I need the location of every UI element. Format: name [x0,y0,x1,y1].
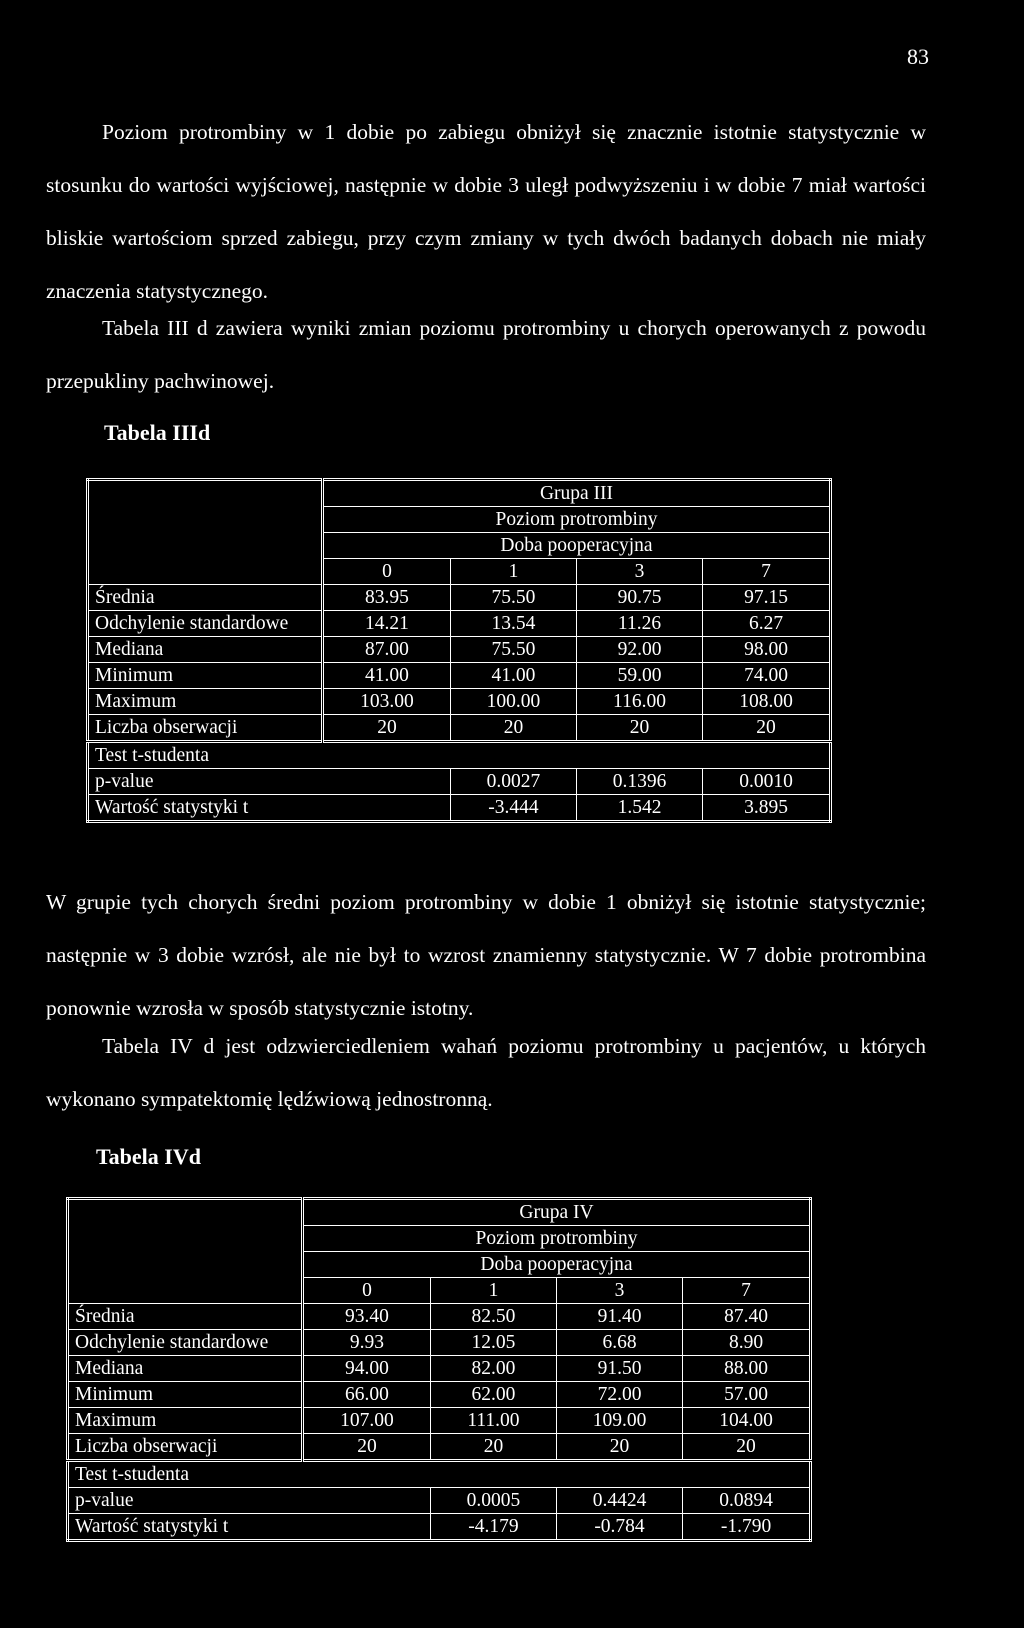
cell: 111.00 [430,1408,556,1434]
cell: 82.00 [430,1356,556,1382]
table-row [68,1304,811,1330]
cell: 59.00 [576,663,702,689]
cell: 11.26 [576,611,702,637]
cell: 98.00 [703,637,831,663]
day-header: 3 [576,559,702,585]
day-header: 0 [303,1278,431,1304]
cell: 20 [430,1434,556,1461]
cell: 41.00 [323,663,451,689]
cell: 1.542 [576,795,702,822]
test-label: Test t-studenta [88,742,831,769]
cell: 41.00 [450,663,576,689]
day-header: 3 [556,1278,682,1304]
table-corner [88,480,323,585]
table-4 [66,1197,812,1542]
cell: 104.00 [683,1408,811,1434]
row-label: Odchylenie standardowe [88,611,323,637]
cell: 92.00 [576,637,702,663]
row-label: Maximum [68,1408,303,1434]
cell: 87.00 [323,637,451,663]
day-header: 7 [703,559,831,585]
period-header: Doba pooperacyjna [303,1252,811,1278]
group-header: Grupa III [323,480,831,507]
cell: 12.05 [430,1330,556,1356]
row-label: Odchylenie standardowe [68,1330,303,1356]
cell: 88.00 [683,1356,811,1382]
cell: 87.40 [683,1304,811,1330]
paragraph-4-text: Tabela IV d jest odzwierciedleniem wahań poziomu protrombiny u pacjentów, u których wykonano sympatektomię lędźwiową jednostronną. [46,1034,926,1111]
pvalue-label: p-value [88,769,451,795]
cell: 100.00 [450,689,576,715]
table-row [88,637,831,663]
row-label: Minimum [68,1382,303,1408]
row-label: Średnia [88,585,323,611]
table-row [88,689,831,715]
row-label: Liczba obserwacji [68,1434,303,1461]
cell: -3.444 [450,795,576,822]
cell: 109.00 [556,1408,682,1434]
row-label: Minimum [88,663,323,689]
cell: 9.93 [303,1330,431,1356]
row-label: Mediana [88,637,323,663]
cell: 116.00 [576,689,702,715]
row-label: Maximum [88,689,323,715]
cell: 20 [323,715,451,742]
table-row [88,795,831,822]
cell: 0.1396 [576,769,702,795]
paragraph-3-text: W grupie tych chorych średni poziom protrombiny w dobie 1 obniżył się istotnie statystycznie; następnie w 3 dobie wzrósł, ale nie był to wzrost znamienny statystycznie. W 7 dobie protrombina ponownie wzrosła w sposób statystycznie istotny. [46,890,926,1020]
cell: 72.00 [556,1382,682,1408]
cell: 0.0010 [703,769,831,795]
cell: 94.00 [303,1356,431,1382]
paragraph-1 [46,106,926,318]
day-header: 7 [683,1278,811,1304]
table-row [88,585,831,611]
table-row [68,1434,811,1461]
cell: 75.50 [450,585,576,611]
pvalue-label: p-value [68,1488,431,1514]
cell: 97.15 [703,585,831,611]
cell: 91.40 [556,1304,682,1330]
cell: 6.27 [703,611,831,637]
table-row [88,742,831,769]
cell: 0.4424 [556,1488,682,1514]
cell: 93.40 [303,1304,431,1330]
cell: 75.50 [450,637,576,663]
paragraph-1-text: Poziom protrombiny w 1 dobie po zabiegu obniżył się znacznie istotnie statystycznie w stosunku do wartości wyjściowej, następnie w dobie 3 uległ podwyższeniu i w dobie 7 miał wartości bliskie wartościom sprzed zabiegu, przy czym zmiany w tych dwóch badanych dobach nie miały znaczenia statystycznego. [46,120,926,303]
cell: -1.790 [683,1514,811,1541]
paragraph-4 [46,1020,926,1126]
table-corner [68,1199,303,1304]
cell: 20 [683,1434,811,1461]
table-row [88,769,831,795]
measure-header: Poziom protrombiny [323,507,831,533]
cell: 20 [556,1434,682,1461]
cell: -4.179 [430,1514,556,1541]
cell: 8.90 [683,1330,811,1356]
table-row [68,1408,811,1434]
cell: 91.50 [556,1356,682,1382]
tstat-label: Wartość statystyki t [68,1514,431,1541]
row-label: Liczba obserwacji [88,715,323,742]
table-row [68,1356,811,1382]
table-row [68,1488,811,1514]
row-label: Mediana [68,1356,303,1382]
tstat-label: Wartość statystyki t [88,795,451,822]
table-row [68,1461,811,1488]
table-row [88,663,831,689]
table-row [68,1514,811,1541]
table-3 [86,478,832,823]
table-row [88,611,831,637]
day-header: 1 [450,559,576,585]
table-row [68,1382,811,1408]
cell: 13.54 [450,611,576,637]
cell: 20 [450,715,576,742]
cell: 20 [576,715,702,742]
cell: 83.95 [323,585,451,611]
page-number: 83 [907,44,929,69]
cell: 66.00 [303,1382,431,1408]
table-row [88,715,831,742]
cell: 62.00 [430,1382,556,1408]
cell: 82.50 [430,1304,556,1330]
table-3-title: Tabela IIId [104,420,211,445]
day-header: 1 [430,1278,556,1304]
cell: 108.00 [703,689,831,715]
cell: 74.00 [703,663,831,689]
table-4-title: Tabela IVd [96,1144,201,1169]
cell: 14.21 [323,611,451,637]
cell: 0.0005 [430,1488,556,1514]
row-label: Średnia [68,1304,303,1330]
cell: 20 [303,1434,431,1461]
day-header: 0 [323,559,451,585]
cell: -0.784 [556,1514,682,1541]
cell: 57.00 [683,1382,811,1408]
paragraph-2 [46,302,926,408]
measure-header: Poziom protrombiny [303,1226,811,1252]
period-header: Doba pooperacyjna [323,533,831,559]
cell: 0.0894 [683,1488,811,1514]
cell: 90.75 [576,585,702,611]
paragraph-3 [46,876,926,1035]
cell: 6.68 [556,1330,682,1356]
paragraph-2-text: Tabela III d zawiera wyniki zmian poziomu protrombiny u chorych operowanych z powodu przepukliny pachwinowej. [46,316,926,393]
table-row [68,1330,811,1356]
cell: 3.895 [703,795,831,822]
cell: 103.00 [323,689,451,715]
cell: 0.0027 [450,769,576,795]
cell: 20 [703,715,831,742]
cell: 107.00 [303,1408,431,1434]
group-header: Grupa IV [303,1199,811,1226]
test-label: Test t-studenta [68,1461,811,1488]
